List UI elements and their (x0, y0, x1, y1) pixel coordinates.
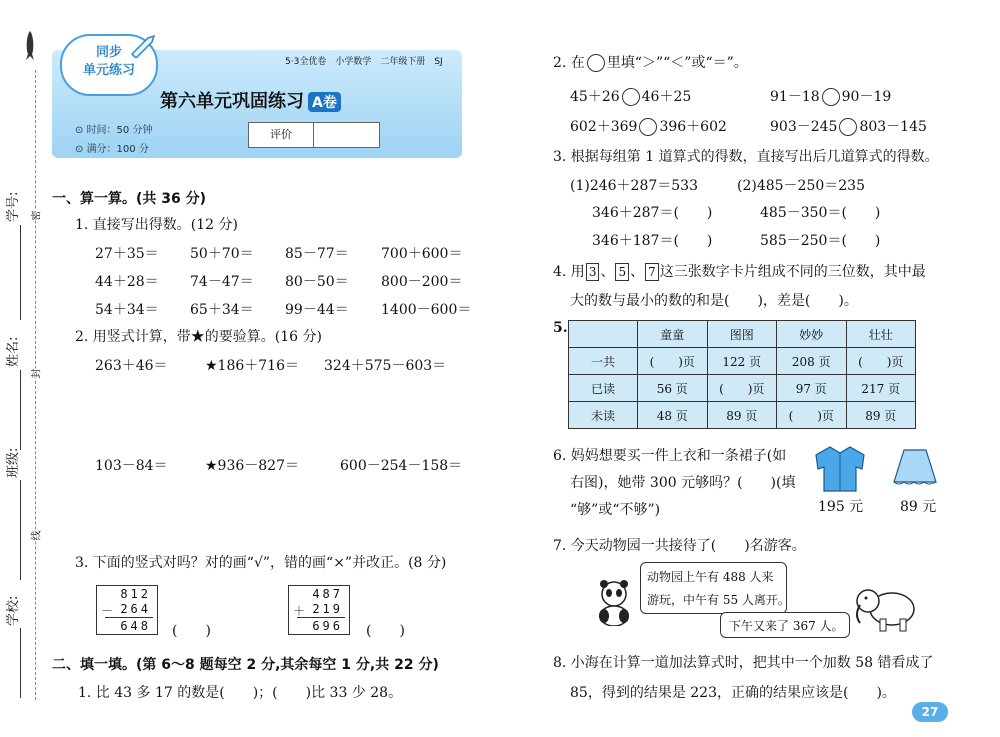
fill-question-8-line2: 85，得到的结果是 223，正确的结果应该是( )。 (570, 685, 896, 701)
bubble-text: 游玩，中午有 55 人离开。 (647, 593, 790, 607)
q4-suffix: 这三张数字卡片组成不同的三位数，其中最 (659, 264, 926, 280)
cmp-left: 91－18 (770, 89, 820, 105)
compare-circle[interactable] (622, 88, 640, 106)
section-2-heading: 二、填一填。(第 6～8 题每空 2 分,其余每空 1 分,共 22 分) (52, 657, 439, 673)
fill-question-6-line3: “够”或“不够”) (570, 502, 661, 518)
skirt-icon (890, 448, 940, 488)
badge-line2: 单元练习 (82, 63, 135, 78)
equation: 346＋287＝( ) (592, 205, 713, 221)
score-info (75, 140, 149, 155)
fill-question-2 (553, 52, 748, 72)
operator: ＋ (293, 604, 309, 618)
problem: 80－50＝ (285, 274, 349, 290)
evaluation-box (248, 122, 380, 148)
problem: 27＋35＝ (95, 246, 159, 262)
row-label: 一共 (569, 348, 638, 375)
q2-prefix: 2. 在 (553, 55, 585, 71)
cut-mark: 密 (28, 211, 43, 221)
cut-mark: 线 (28, 531, 43, 541)
panda-icon (592, 578, 636, 626)
table-cell[interactable]: ( )页 (707, 375, 777, 402)
table-cell: 122 页 (707, 348, 777, 375)
answer-paren[interactable]: ( ) (172, 623, 211, 639)
problem: 54＋34＝ (95, 302, 159, 318)
clock-icon: ⊙ (75, 125, 87, 136)
page-title (160, 87, 341, 113)
badge-line1: 同步 (95, 45, 122, 60)
reading-table (568, 320, 916, 429)
fill-question-3: 3. 根据每组第 1 道算式的得数，直接写出后几道算式的得数。 (553, 149, 939, 165)
paper-badge: A卷 (308, 92, 341, 112)
elephant-icon (852, 583, 918, 633)
table-row (569, 402, 916, 429)
problem: 85－77＝ (285, 246, 349, 262)
cmp-right: 46＋25 (641, 89, 692, 105)
problem: 99－44＝ (285, 302, 349, 318)
table-corner (569, 321, 638, 348)
section-1-heading: 一、算一算。(共 36 分) (52, 191, 207, 207)
student-name-label: 姓名: (6, 336, 21, 367)
fill-question-7: 7. 今天动物园一共接待了( )名游客。 (553, 538, 806, 554)
coat-price: 195 元 (818, 499, 864, 515)
equation: 485－350＝( ) (760, 205, 881, 221)
fill-question-1: 1. 比 43 多 17 的数是( )；( )比 33 少 28。 (78, 685, 403, 701)
name-line (20, 370, 21, 450)
equation: 585－250＝( ) (760, 233, 881, 249)
result: 696 (312, 619, 343, 633)
question-3-prompt: 3. 下面的竖式对吗？对的画“√”，错的画“×”并改正。(8 分) (75, 555, 447, 571)
equation: 346＋187＝( ) (592, 233, 713, 249)
binding-gutter (0, 0, 44, 737)
table-cell[interactable]: ( )页 (638, 348, 708, 375)
number-card: 5 (615, 263, 629, 281)
compare-item (770, 86, 891, 106)
addend-bottom: 264 (120, 602, 151, 616)
compare-item (770, 116, 927, 136)
school-line (20, 628, 21, 698)
table-cell: 217 页 (846, 375, 916, 402)
problem: 103－84＝ (95, 458, 168, 474)
class-label: 班级: (6, 447, 21, 478)
table-cell[interactable]: ( )页 (777, 402, 847, 429)
table-header: 壮壮 (846, 321, 916, 348)
table-cell: 56 页 (638, 375, 708, 402)
compare-circle[interactable] (639, 118, 657, 136)
vertical-calc-1 (96, 585, 158, 635)
problem: 324＋575－603＝ (324, 358, 447, 374)
cmp-left: 602＋369 (570, 119, 638, 135)
equation: (1)246＋287＝533 (570, 178, 698, 194)
check-icon: ⊙ (75, 144, 87, 155)
row-label: 已读 (569, 375, 638, 402)
time-text: 时间：50 分钟 (86, 125, 153, 136)
fill-question-6-line2: 右图)，她带 300 元够吗？( )(填 (570, 475, 796, 491)
problem: 74－47＝ (190, 274, 254, 290)
fill-question-6-line1: 6. 妈妈想要买一件上衣和一条裙子(如 (553, 448, 787, 464)
table-cell: 48 页 (638, 402, 708, 429)
eval-label: 评价 (249, 123, 314, 147)
bubble-text: 动物园上午有 488 人来 (647, 570, 774, 584)
title-text: 第六单元巩固练习 (160, 91, 304, 112)
equation: (2)485－250＝235 (737, 178, 865, 194)
problem: 700＋600＝ (381, 246, 463, 262)
problem: 65＋34＝ (190, 302, 254, 318)
problem: 50＋70＝ (190, 246, 254, 262)
fill-question-8-line1: 8. 小海在计算一道加法算式时，把其中一个加数 58 错看成了 (553, 655, 934, 671)
table-cell: 89 页 (846, 402, 916, 429)
table-cell: 89 页 (707, 402, 777, 429)
answer-paren[interactable]: ( ) (366, 623, 405, 639)
operator: － (101, 604, 117, 618)
bubble-text: 下午又来了 367 人。 (729, 619, 844, 633)
table-header-row (569, 321, 916, 348)
compare-item (570, 86, 691, 106)
addend-bottom: 219 (312, 602, 343, 616)
cmp-right: 90－19 (841, 89, 892, 105)
question-2-prompt: 2. 用竖式计算，带★的要验算。(16 分) (75, 329, 322, 345)
question-1-prompt: 1. 直接写出得数。(12 分) (75, 217, 238, 233)
student-number-label: 学号: (6, 191, 21, 222)
speech-bubble-elephant (720, 612, 850, 638)
number-card: 3 (586, 263, 600, 281)
cmp-right: 803－145 (859, 119, 927, 135)
score-text: 满分：100 分 (86, 144, 149, 155)
rocket-icon (128, 32, 158, 58)
cmp-right: 396＋602 (659, 119, 727, 135)
table-row (569, 348, 916, 375)
table-header: 图图 (707, 321, 777, 348)
problem: 44＋28＝ (95, 274, 159, 290)
time-info (75, 121, 152, 136)
problem: 263＋46＝ (95, 358, 168, 374)
compare-item (570, 116, 727, 136)
problem: 1400－600＝ (381, 302, 472, 318)
skirt-price: 89 元 (900, 499, 937, 515)
coat-icon (812, 445, 868, 493)
table-cell[interactable]: ( )页 (846, 348, 916, 375)
page-number: 27 (912, 702, 948, 722)
result: 648 (120, 619, 151, 633)
compare-circle[interactable] (822, 88, 840, 106)
table-row (569, 375, 916, 402)
addend-top: 812 (120, 587, 151, 601)
addend-top: 487 (312, 587, 343, 601)
table-cell: 97 页 (777, 375, 847, 402)
problem: 800－200＝ (381, 274, 463, 290)
cmp-left: 45＋26 (570, 89, 620, 105)
cmp-left: 903－245 (770, 119, 838, 135)
compare-circle[interactable] (839, 118, 857, 136)
number-card: 7 (645, 263, 659, 281)
table-cell: 208 页 (777, 348, 847, 375)
vertical-calc-2 (288, 585, 350, 635)
cut-mark: 封 (28, 369, 43, 379)
q4-prefix: 4. 用 (553, 264, 585, 280)
q2-suffix: 里填“＞”“＜”或“＝”。 (606, 55, 748, 71)
number-line (20, 225, 21, 320)
problem: ★936－827＝ (205, 458, 299, 474)
fill-question-4: 4. 用 3 、 5 、 7 这三张数字卡片组成不同的三位数，其中最 (553, 264, 926, 280)
table-header: 童童 (638, 321, 708, 348)
class-line (20, 480, 21, 580)
problem: 600－254－158＝ (340, 458, 463, 474)
fill-question-4-line2: 大的数与最小的数的和是( )，差是( )。 (570, 293, 858, 309)
speech-bubble-panda (640, 562, 790, 614)
school-label: 学校: (6, 595, 21, 626)
book-info: 5·3全优卷 小学数学 二年级下册 SJ (285, 57, 443, 67)
row-label: 未读 (569, 402, 638, 429)
rocket-icon (22, 30, 38, 62)
circle-icon (587, 54, 605, 72)
cut-line (35, 70, 36, 700)
table-header: 妙妙 (777, 321, 847, 348)
question-5-number: 5. (553, 320, 568, 336)
problem: ★186＋716＝ (205, 358, 299, 374)
